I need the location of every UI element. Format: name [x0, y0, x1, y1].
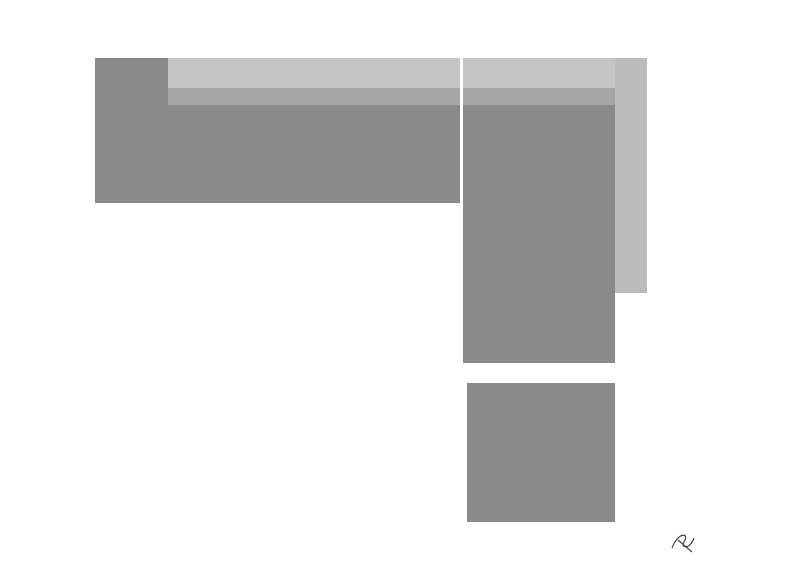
backrest-light-strip [168, 58, 460, 88]
armrest-block [615, 58, 647, 293]
signature-icon [672, 535, 694, 552]
right-section-slope [463, 88, 615, 105]
backrest-slope-strip [168, 88, 460, 105]
right-section-top [463, 58, 615, 88]
taburet-block [467, 383, 615, 522]
right-seat-block [463, 105, 615, 363]
